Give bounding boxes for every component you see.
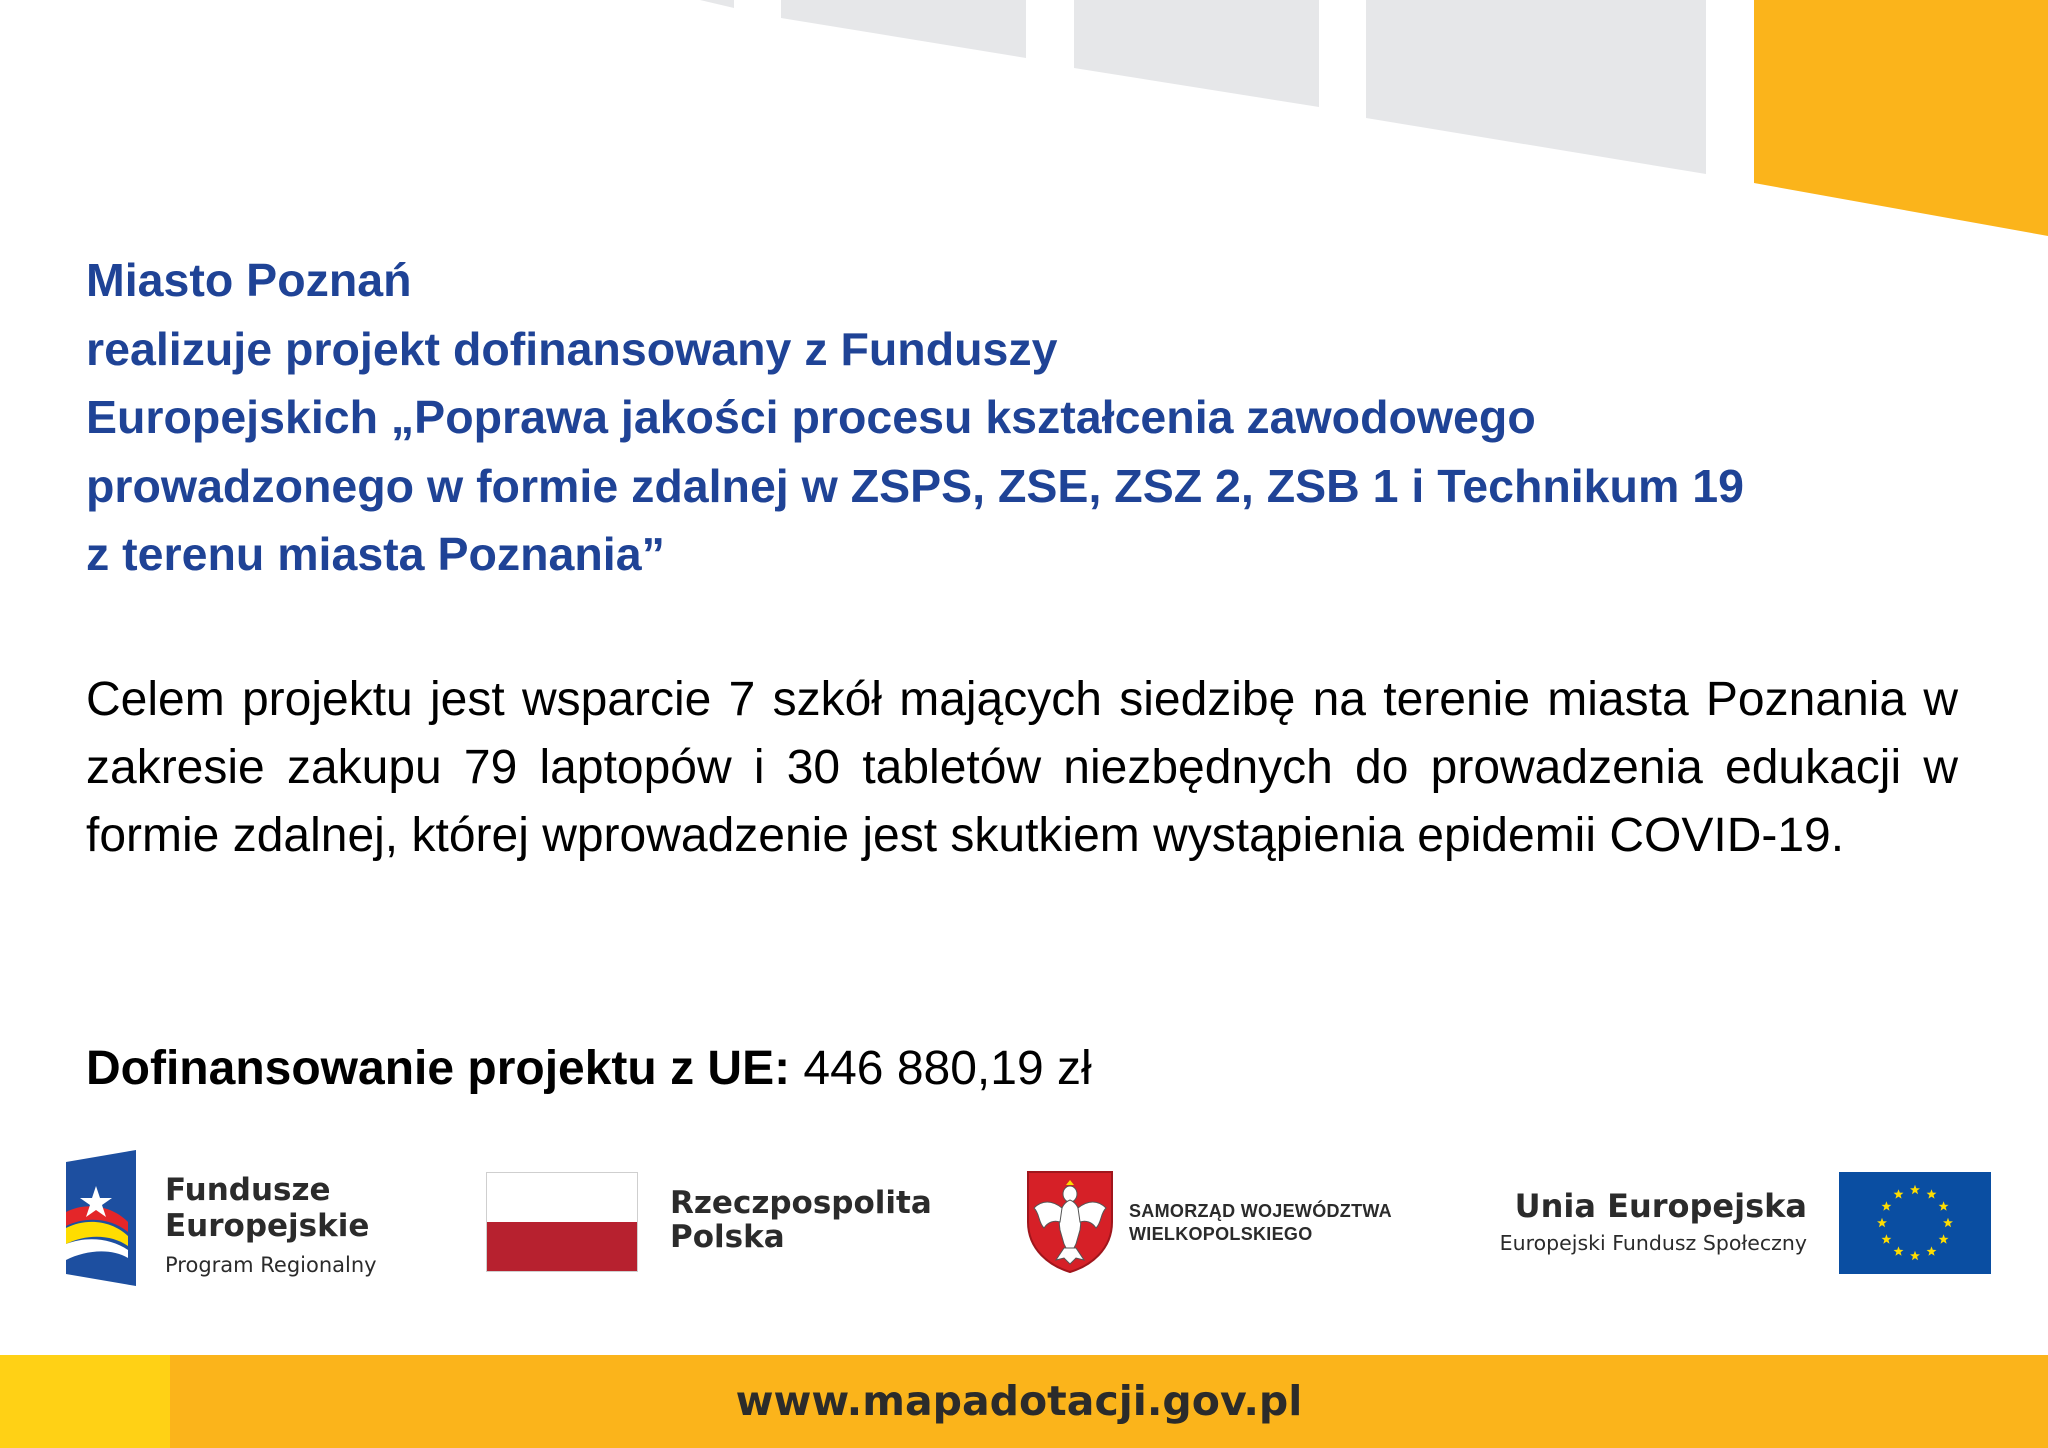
eu-line1: Unia Europejska [1514, 1187, 1807, 1225]
project-title [86, 246, 1986, 589]
title-line: z terenu miasta Poznania” [86, 528, 665, 580]
title-line: Miasto Poznań [86, 254, 412, 306]
fe-line3: Program Regionalny [165, 1253, 377, 1277]
sw-line2: WIELKOPOLSKIEGO [1129, 1224, 1313, 1244]
rp-line1: Rzeczpospolita [670, 1185, 932, 1221]
eu-flag-icon [1839, 1172, 1991, 1274]
fe-line1: Fundusze [165, 1172, 331, 1208]
sw-line1: SAMORZĄD WOJEWÓDZTWA [1129, 1201, 1392, 1221]
decor-stripe-2 [781, 0, 1026, 58]
header-decoration [0, 0, 2048, 240]
funding-amount: 446 880,19 zł [803, 1042, 1092, 1095]
rp-line2: Polska [670, 1219, 785, 1255]
unia-europejska-text [1500, 1186, 1807, 1258]
fundusze-europejskie-text [165, 1172, 377, 1282]
decor-stripe-3 [1074, 0, 1319, 107]
decor-stripe-4 [1366, 0, 1706, 174]
funding-line [86, 1035, 1092, 1103]
samorzad-text [1129, 1200, 1392, 1246]
fundusze-europejskie-logo-icon [66, 1150, 136, 1286]
decor-stripe-orange [1754, 0, 2048, 236]
funding-label: Dofinansowanie projektu z UE: [86, 1042, 791, 1095]
decor-stripe-1 [700, 0, 734, 8]
website-url[interactable]: www.mapadotacji.gov.pl [735, 1377, 1303, 1425]
title-line: prowadzonego w formie zdalnej w ZSPS, ZSE, ZSZ 2, ZSB 1 i Technikum 19 [86, 459, 1744, 512]
fe-line2: Europejskie [165, 1208, 370, 1244]
eu-line2: Europejski Fundusz Społeczny [1499, 1231, 1807, 1255]
project-description: Celem projektu jest wsparcie 7 szkół mających siedzibę na terenie miasta Poznania w zakresie zakupu 79 laptopów i 30 tabletów niezbędnych do prowadzenia edukacji w formie zdalnej, której wprowadzenie jest skutkiem wystąpienia epidemii COVID-19. [86, 673, 1958, 862]
wielkopolska-crest-icon [1026, 1170, 1114, 1274]
title-line: Europejskich „Poprawa jakości procesu kształcenia zawodowego [86, 391, 1536, 443]
footer-yellow-block [0, 1355, 170, 1448]
poland-flag-icon [486, 1172, 638, 1272]
rzeczpospolita-text [670, 1186, 932, 1254]
title-line: realizuje projekt dofinansowany z Funduszy [86, 322, 1058, 375]
